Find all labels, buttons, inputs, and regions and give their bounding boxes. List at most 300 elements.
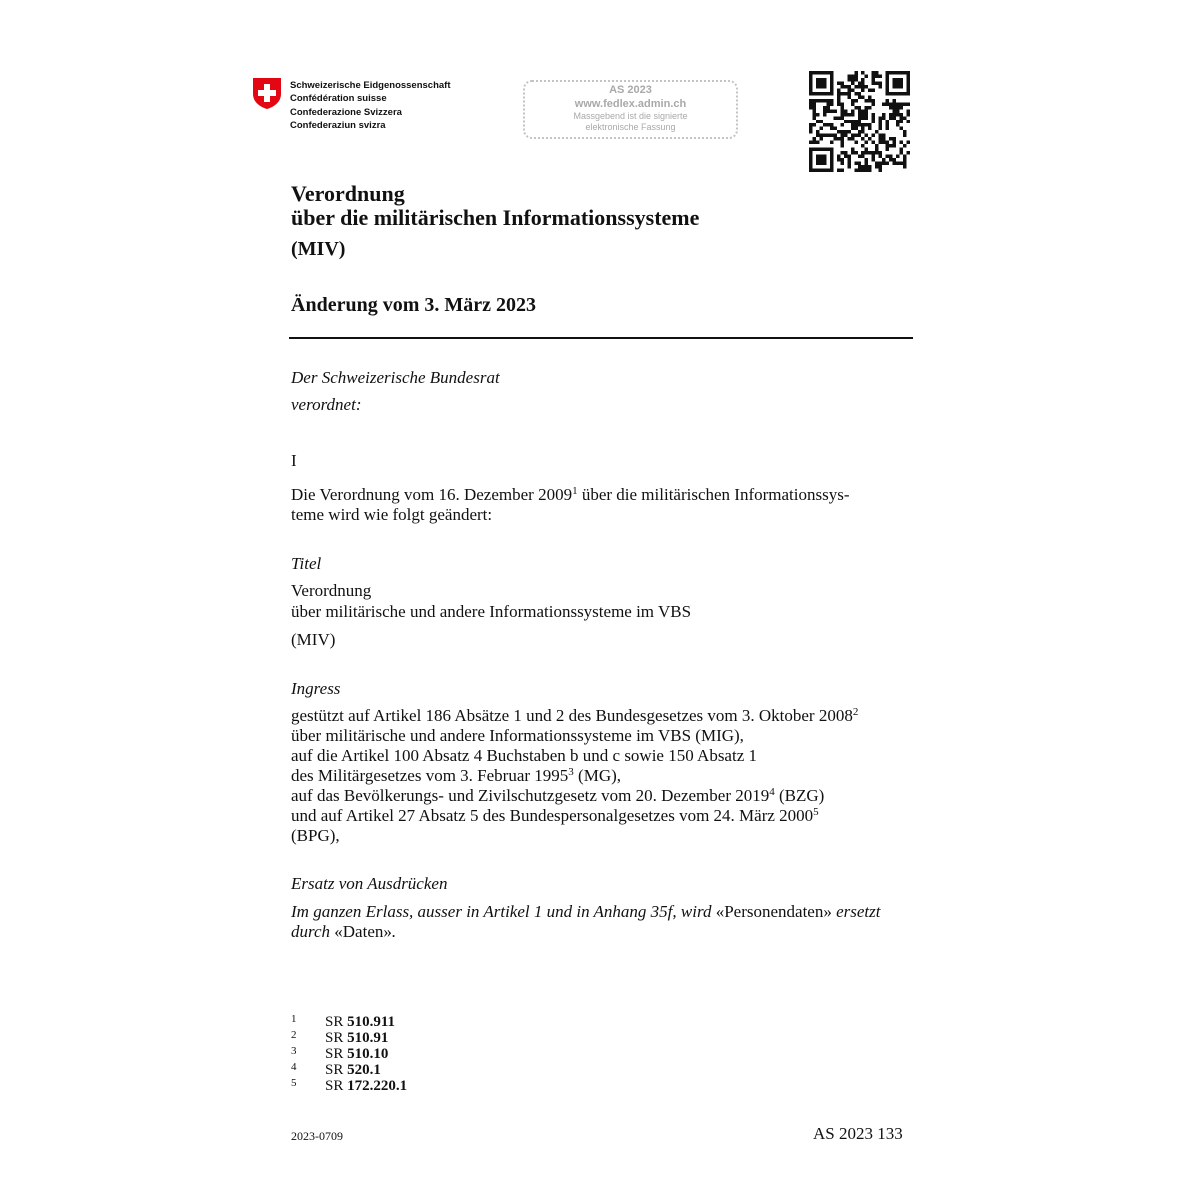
qr-module	[809, 74, 812, 77]
qr-module	[882, 113, 885, 116]
title-divider	[289, 337, 913, 339]
qr-module	[840, 151, 843, 154]
qr-module	[819, 137, 822, 140]
qr-module	[893, 158, 896, 161]
qr-module	[819, 127, 822, 130]
footnote-number: 5	[291, 1077, 297, 1089]
qr-module	[893, 116, 896, 119]
qr-module	[847, 85, 850, 88]
qr-module	[907, 151, 910, 154]
qr-module	[907, 71, 910, 74]
qr-module	[847, 74, 850, 77]
stamp-line-note2: elektronische Fassung	[585, 122, 676, 132]
qr-module	[809, 130, 812, 133]
qr-module	[823, 162, 826, 165]
qr-module	[844, 155, 847, 158]
decree-title-abbr: (MIV)	[291, 238, 346, 260]
qr-module	[819, 92, 822, 95]
qr-module	[872, 141, 875, 144]
qr-module	[830, 78, 833, 81]
qr-module	[830, 81, 833, 84]
qr-module	[907, 78, 910, 81]
qr-module	[837, 81, 840, 84]
qr-module	[865, 141, 868, 144]
confederation-line-fr: Confédération suisse	[290, 93, 387, 105]
qr-module	[840, 109, 843, 112]
qr-module	[823, 113, 826, 116]
qr-module	[903, 71, 906, 74]
qr-module	[886, 127, 889, 130]
qr-module	[896, 155, 899, 158]
qr-module	[893, 71, 896, 74]
footnote-prefix: SR	[325, 1078, 344, 1094]
qr-module	[823, 71, 826, 74]
qr-module	[823, 99, 826, 102]
qr-module	[844, 151, 847, 154]
qr-module	[840, 141, 843, 144]
qr-module	[865, 113, 868, 116]
qr-module	[830, 151, 833, 154]
qr-module	[840, 134, 843, 137]
qr-module	[889, 71, 892, 74]
qr-module	[882, 134, 885, 137]
qr-module	[886, 85, 889, 88]
qr-module	[823, 134, 826, 137]
qr-module	[861, 85, 864, 88]
ingress-line: des Militärgesetzes vom 3. Februar 1995	[291, 766, 569, 785]
qr-module	[819, 155, 822, 158]
qr-module	[809, 151, 812, 154]
qr-module	[903, 144, 906, 147]
titel-heading: Titel	[291, 554, 322, 573]
qr-module	[861, 81, 864, 84]
qr-module	[826, 71, 829, 74]
qr-module	[854, 78, 857, 81]
qr-module	[823, 81, 826, 84]
replacement-text-d: .	[391, 922, 397, 941]
qr-module	[809, 85, 812, 88]
qr-module	[865, 165, 868, 168]
qr-module	[900, 102, 903, 105]
ingress-line-tail: (MG),	[573, 766, 622, 785]
qr-module	[875, 130, 878, 133]
qr-module	[816, 155, 819, 158]
qr-module	[812, 71, 815, 74]
qr-module	[830, 155, 833, 158]
qr-module	[865, 106, 868, 109]
qr-module	[886, 88, 889, 91]
qr-module	[812, 169, 815, 172]
ingress-line: auf das Bevölkerungs- und Zivilschutzgesetz vom 20. Dezember 2019	[291, 786, 770, 805]
qr-module	[861, 127, 864, 130]
replacement-text-c: durch	[291, 922, 335, 941]
qr-module	[893, 113, 896, 116]
qr-module	[847, 165, 850, 168]
qr-module	[837, 88, 840, 91]
qr-module	[830, 123, 833, 126]
qr-module	[809, 148, 812, 151]
qr-module	[900, 120, 903, 123]
qr-module	[847, 158, 850, 161]
footnote-ref: 3	[568, 766, 574, 778]
qr-module	[809, 127, 812, 130]
qr-module	[907, 85, 910, 88]
qr-module	[907, 92, 910, 95]
qr-module	[840, 85, 843, 88]
qr-module	[872, 113, 875, 116]
qr-module	[837, 99, 840, 102]
qr-module	[858, 81, 861, 84]
footnote-prefix: SR	[325, 1046, 344, 1062]
qr-module	[819, 78, 822, 81]
qr-module	[872, 99, 875, 102]
qr-module	[886, 102, 889, 105]
qr-module	[851, 88, 854, 91]
qr-module	[809, 162, 812, 165]
qr-module	[893, 109, 896, 112]
qr-module	[865, 148, 868, 151]
qr-module	[854, 120, 857, 123]
qr-module	[893, 92, 896, 95]
footnote-number: 3	[291, 1045, 297, 1057]
qr-module	[903, 134, 906, 137]
qr-module	[868, 165, 871, 168]
qr-module	[840, 137, 843, 140]
qr-module	[861, 113, 864, 116]
qr-module	[861, 144, 864, 147]
qr-module	[882, 158, 885, 161]
qr-module	[840, 169, 843, 172]
amendment-intro	[291, 485, 911, 525]
qr-module	[872, 102, 875, 105]
qr-module	[889, 158, 892, 161]
qr-module	[837, 102, 840, 105]
qr-module	[872, 158, 875, 161]
qr-module	[812, 99, 815, 102]
qr-module	[882, 102, 885, 105]
qr-module	[830, 99, 833, 102]
qr-module	[893, 162, 896, 165]
qr-module	[889, 116, 892, 119]
qr-module	[858, 92, 861, 95]
qr-module	[858, 162, 861, 165]
qr-module	[879, 123, 882, 126]
qr-module	[819, 148, 822, 151]
qr-module	[875, 71, 878, 74]
qr-module	[854, 141, 857, 144]
qr-module	[851, 127, 854, 130]
qr-module	[868, 127, 871, 130]
qr-module	[879, 151, 882, 154]
qr-module	[823, 169, 826, 172]
qr-module	[903, 102, 906, 105]
qr-module	[893, 78, 896, 81]
qr-module	[886, 144, 889, 147]
qr-module	[854, 71, 857, 74]
qr-module	[858, 130, 861, 133]
footnote-number: 1	[291, 1013, 297, 1025]
qr-module	[903, 155, 906, 158]
qr-module	[875, 151, 878, 154]
qr-module	[844, 130, 847, 133]
qr-module	[826, 106, 829, 109]
footnote-prefix: SR	[325, 1062, 344, 1078]
qr-module	[879, 137, 882, 140]
qr-module	[830, 88, 833, 91]
qr-module	[812, 141, 815, 144]
qr-module	[861, 151, 864, 154]
official-publication-stamp	[523, 80, 738, 139]
footnote-number: 4	[291, 1061, 297, 1073]
qr-module	[837, 137, 840, 140]
qr-module	[854, 123, 857, 126]
footnote-ref-number: 510.10	[347, 1046, 389, 1062]
qr-module	[858, 134, 861, 137]
qr-module	[861, 78, 864, 81]
qr-module	[900, 78, 903, 81]
qr-module	[823, 92, 826, 95]
footnote-ref-number: 510.91	[347, 1030, 389, 1046]
qr-module	[903, 165, 906, 168]
qr-module	[809, 123, 812, 126]
qr-module	[882, 141, 885, 144]
qr-module	[816, 78, 819, 81]
enacting-verb: verordnet:	[291, 395, 362, 414]
qr-module	[875, 74, 878, 77]
qr-module	[907, 113, 910, 116]
qr-module	[840, 102, 843, 105]
qr-module	[851, 81, 854, 84]
qr-module	[872, 116, 875, 119]
qr-module	[865, 123, 868, 126]
qr-module	[844, 113, 847, 116]
qr-module	[865, 74, 868, 77]
qr-module	[809, 71, 812, 74]
qr-module	[819, 120, 822, 123]
qr-module	[879, 134, 882, 137]
qr-module	[893, 99, 896, 102]
qr-module	[907, 141, 910, 144]
qr-module	[868, 99, 871, 102]
qr-module	[844, 120, 847, 123]
intro-text-b: über die militärischen Informationssys-	[577, 485, 850, 504]
confederation-line-rm: Confederaziun svizra	[290, 120, 386, 132]
replacement-text	[291, 902, 911, 942]
qr-module	[851, 137, 854, 140]
issuing-authority: Der Schweizerische Bundesrat	[291, 368, 500, 387]
qr-module	[900, 148, 903, 151]
qr-module	[847, 155, 850, 158]
qr-module	[830, 102, 833, 105]
qr-module	[889, 144, 892, 147]
qr-module	[816, 92, 819, 95]
qr-module	[872, 134, 875, 137]
qr-module	[879, 169, 882, 172]
qr-module	[823, 158, 826, 161]
qr-module	[907, 102, 910, 105]
official-collection-reference: AS 2023 133	[813, 1124, 903, 1143]
qr-module	[809, 102, 812, 105]
footnote-prefix: SR	[325, 1014, 344, 1030]
qr-module	[886, 78, 889, 81]
qr-module	[893, 144, 896, 147]
qr-module	[816, 158, 819, 161]
qr-module	[868, 137, 871, 140]
qr-module	[896, 78, 899, 81]
qr-module	[900, 162, 903, 165]
qr-module	[854, 151, 857, 154]
qr-module	[854, 106, 857, 109]
qr-module	[886, 74, 889, 77]
qr-module	[903, 130, 906, 133]
qr-module	[872, 120, 875, 123]
qr-module	[861, 109, 864, 112]
qr-module	[872, 81, 875, 84]
qr-module	[819, 81, 822, 84]
qr-module	[823, 155, 826, 158]
qr-module	[872, 78, 875, 81]
qr-module	[833, 134, 836, 137]
qr-module	[840, 106, 843, 109]
qr-module	[812, 137, 815, 140]
qr-module	[900, 113, 903, 116]
qr-module	[882, 162, 885, 165]
qr-module	[809, 141, 812, 144]
qr-module	[879, 141, 882, 144]
qr-module	[907, 81, 910, 84]
qr-module	[879, 85, 882, 88]
ingress-heading: Ingress	[291, 679, 341, 698]
qr-module	[826, 123, 829, 126]
qr-module	[816, 130, 819, 133]
qr-module	[861, 123, 864, 126]
qr-module	[809, 99, 812, 102]
qr-module	[840, 158, 843, 161]
qr-module	[847, 137, 850, 140]
qr-module	[858, 120, 861, 123]
qr-module	[840, 144, 843, 147]
qr-module	[858, 95, 861, 98]
qr-module	[861, 88, 864, 91]
qr-module	[868, 169, 871, 172]
qr-module	[826, 99, 829, 102]
qr-module	[889, 92, 892, 95]
stamp-line-note1: Massgebend ist die signierte	[573, 111, 688, 121]
document-number: 2023-0709	[291, 1129, 343, 1143]
qr-module	[816, 71, 819, 74]
qr-module	[854, 85, 857, 88]
qr-module	[812, 109, 815, 112]
qr-module	[833, 127, 836, 130]
qr-module	[840, 123, 843, 126]
qr-module	[837, 92, 840, 95]
qr-module	[840, 81, 843, 84]
qr-module	[826, 134, 829, 137]
qr-module	[851, 151, 854, 154]
qr-module	[840, 92, 843, 95]
qr-module	[830, 134, 833, 137]
qr-module	[816, 134, 819, 137]
qr-module	[854, 169, 857, 172]
qr-module	[844, 85, 847, 88]
qr-module	[854, 162, 857, 165]
qr-module	[823, 78, 826, 81]
intro-text-c: teme wird wie folgt geändert:	[291, 505, 493, 524]
qr-module	[886, 123, 889, 126]
qr-module	[903, 158, 906, 161]
qr-module	[816, 113, 819, 116]
qr-module	[868, 88, 871, 91]
qr-module	[889, 155, 892, 158]
ingress-line-tail: (BZG)	[774, 786, 825, 805]
qr-module	[858, 113, 861, 116]
qr-module	[907, 120, 910, 123]
qr-module	[868, 106, 871, 109]
term-old: «Personendaten»	[715, 902, 832, 921]
ingress-line: gestützt auf Artikel 186 Absätze 1 und 2 des Bundesgesetzes vom 3. Oktober 2008	[291, 706, 853, 725]
qr-module	[809, 106, 812, 109]
qr-module	[893, 102, 896, 105]
qr-module	[840, 113, 843, 116]
qr-module	[854, 134, 857, 137]
qr-module	[819, 99, 822, 102]
qr-module	[819, 85, 822, 88]
qr-module	[886, 92, 889, 95]
qr-module	[816, 141, 819, 144]
qr-module	[819, 71, 822, 74]
qr-module	[886, 162, 889, 165]
qr-module	[837, 169, 840, 172]
qr-module	[858, 155, 861, 158]
qr-module	[889, 113, 892, 116]
qr-module	[809, 165, 812, 168]
qr-module	[872, 151, 875, 154]
qr-module	[886, 141, 889, 144]
qr-module	[851, 148, 854, 151]
qr-module	[851, 134, 854, 137]
qr-module	[861, 116, 864, 119]
qr-module	[875, 162, 878, 165]
qr-module	[893, 137, 896, 140]
qr-module	[896, 81, 899, 84]
qr-module	[886, 71, 889, 74]
qr-module	[858, 106, 861, 109]
qr-module	[809, 155, 812, 158]
qr-module	[830, 148, 833, 151]
ingress-line: (BPG),	[291, 826, 340, 845]
qr-module	[830, 162, 833, 165]
qr-module	[896, 71, 899, 74]
qr-module	[865, 134, 868, 137]
intro-text-a: Die Verordnung vom 16. Dezember 2009	[291, 485, 573, 504]
qr-module	[819, 162, 822, 165]
qr-module	[844, 109, 847, 112]
qr-module	[893, 141, 896, 144]
qr-module	[875, 144, 878, 147]
qr-module	[858, 123, 861, 126]
qr-module	[865, 169, 868, 172]
qr-module	[896, 92, 899, 95]
qr-module	[851, 78, 854, 81]
qr-module	[858, 165, 861, 168]
confederation-line-it: Confederazione Svizzera	[290, 106, 402, 118]
stamp-line-as: AS 2023	[609, 84, 652, 96]
qr-module	[851, 113, 854, 116]
qr-module	[872, 155, 875, 158]
qr-module	[858, 116, 861, 119]
qr-module	[823, 109, 826, 112]
qr-module	[847, 95, 850, 98]
